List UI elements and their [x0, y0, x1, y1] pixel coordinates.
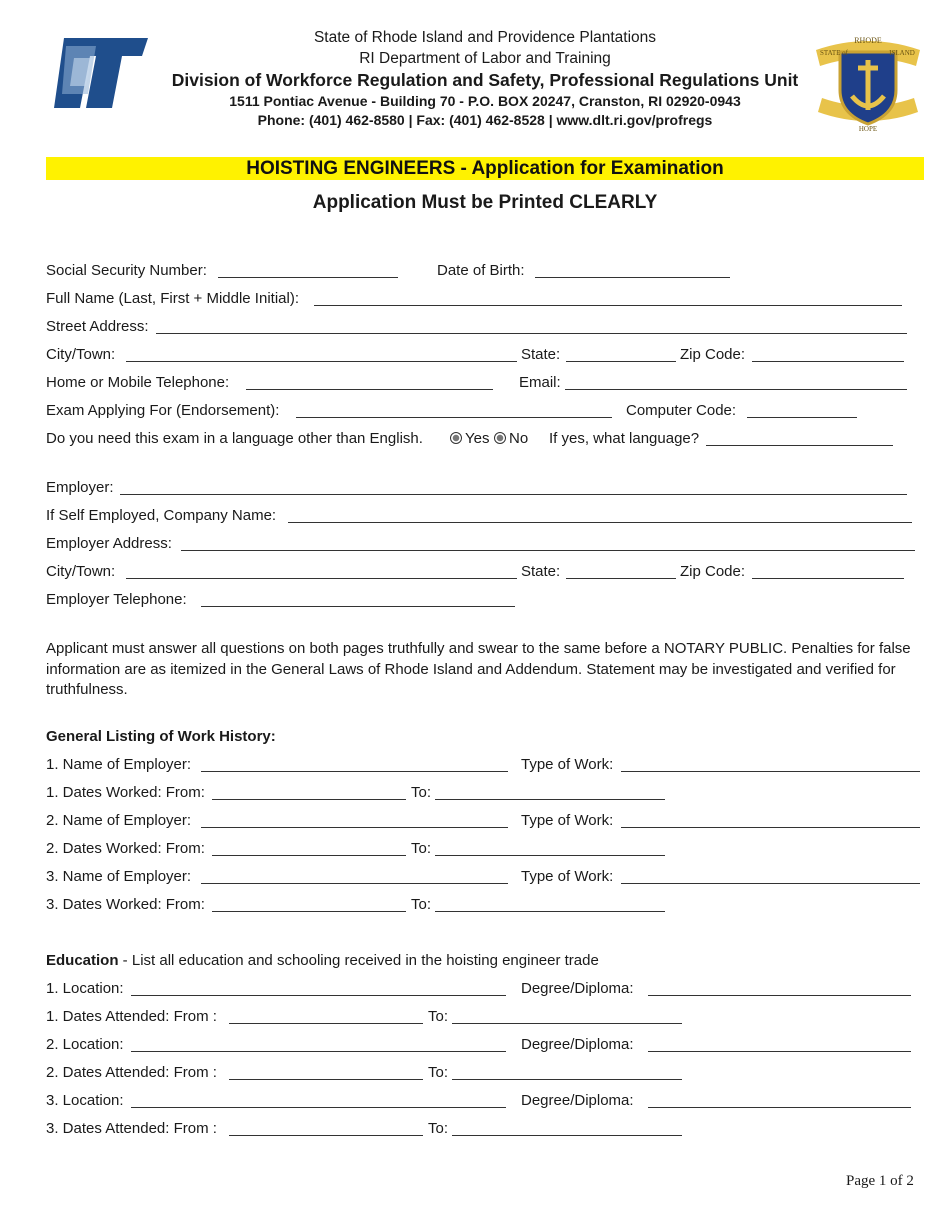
- city-label: City/Town:: [46, 346, 116, 363]
- work1-type-field[interactable]: [621, 771, 920, 772]
- work2-to-field[interactable]: [435, 855, 665, 856]
- edu3-degree-field[interactable]: [648, 1107, 911, 1108]
- phone-field[interactable]: [246, 389, 493, 390]
- edu3-dates-label: 3. Dates Attended: From :: [46, 1120, 217, 1137]
- seal-text-left: STATE of: [819, 49, 849, 57]
- email-label: Email:: [519, 374, 561, 391]
- edu3-location-label: 3. Location:: [46, 1092, 124, 1109]
- work1-employer-label: 1. Name of Employer:: [46, 756, 192, 773]
- edu3-location-field[interactable]: [131, 1107, 506, 1108]
- work3-from-field[interactable]: [212, 911, 406, 912]
- edu2-from-field[interactable]: [229, 1079, 423, 1080]
- dlt-logo: [52, 38, 148, 108]
- edu3-degree-label: Degree/Diploma:: [521, 1092, 634, 1109]
- work3-dates-label: 3. Dates Worked: From:: [46, 896, 205, 913]
- work2-dates-label: 2. Dates Worked: From:: [46, 840, 205, 857]
- phone-label: Home or Mobile Telephone:: [46, 374, 230, 391]
- edu1-to-field[interactable]: [452, 1023, 682, 1024]
- edu2-to-field[interactable]: [452, 1079, 682, 1080]
- work2-from-field[interactable]: [212, 855, 406, 856]
- yes-label: Yes: [465, 430, 490, 447]
- no-label: No: [509, 430, 529, 447]
- edu1-to-label: To:: [428, 1008, 449, 1025]
- full-name-label: Full Name (Last, First + Middle Initial):: [46, 290, 299, 307]
- work3-employer-field[interactable]: [201, 883, 508, 884]
- which-language-label: If yes, what language?: [549, 430, 700, 447]
- email-field[interactable]: [565, 389, 907, 390]
- edu2-location-field[interactable]: [131, 1051, 506, 1052]
- edu2-dates-label: 2. Dates Attended: From :: [46, 1064, 217, 1081]
- work3-to-label: To:: [411, 896, 432, 913]
- work2-to-label: To:: [411, 840, 432, 857]
- employer-label: Employer:: [46, 479, 114, 496]
- form-subtitle: Application Must be Printed CLEARLY: [312, 192, 658, 213]
- education-heading-bold: Education: [46, 952, 119, 969]
- education-heading-text: - List all education and schooling received in the hoisting engineer trade: [118, 952, 599, 969]
- header-department: RI Department of Labor and Training: [359, 50, 611, 67]
- radio-no-icon[interactable]: [494, 432, 506, 444]
- education-heading: [46, 952, 599, 970]
- work3-type-label: Type of Work:: [521, 868, 614, 885]
- state-field[interactable]: [566, 361, 676, 362]
- company-name-field[interactable]: [288, 522, 912, 523]
- work2-type-field[interactable]: [621, 827, 920, 828]
- edu1-location-field[interactable]: [131, 995, 506, 996]
- seal-text-top: RHODE: [854, 36, 882, 45]
- logo-text: LT: [112, 102, 114, 103]
- work2-employer-field[interactable]: [201, 827, 508, 828]
- edu1-degree-field[interactable]: [648, 995, 911, 996]
- city-field[interactable]: [126, 361, 517, 362]
- edu2-to-label: To:: [428, 1064, 449, 1081]
- seal-text-bottom: HOPE: [858, 125, 878, 133]
- header-contact: Phone: (401) 462-8580 | Fax: (401) 462-8528 | www.dlt.ri.gov/profregs: [257, 112, 713, 128]
- edu3-to-field[interactable]: [452, 1135, 682, 1136]
- company-name-label: If Self Employed, Company Name:: [46, 507, 277, 524]
- page-number: Page 1 of 2: [846, 1173, 914, 1189]
- work3-to-field[interactable]: [435, 911, 665, 912]
- edu2-location-label: 2. Location:: [46, 1036, 124, 1053]
- computer-code-label: Computer Code:: [626, 402, 737, 419]
- computer-code-field[interactable]: [747, 417, 857, 418]
- work2-employer-label: 2. Name of Employer:: [46, 812, 192, 829]
- employer-zip-field[interactable]: [752, 578, 904, 579]
- employer-zip-label: Zip Code:: [680, 563, 746, 580]
- full-name-field[interactable]: [314, 305, 902, 306]
- employer-address-label: Employer Address:: [46, 535, 172, 552]
- dob-field[interactable]: [535, 277, 730, 278]
- language-yes-option[interactable]: [450, 430, 489, 448]
- work-history-heading: General Listing of Work History:: [46, 728, 276, 745]
- edu3-to-label: To:: [428, 1120, 449, 1137]
- which-language-field[interactable]: [706, 445, 893, 446]
- employer-telephone-field[interactable]: [201, 606, 515, 607]
- header-address: 1511 Pontiac Avenue - Building 70 - P.O. BOX 20247, Cranston, RI 02920-0943: [229, 93, 741, 109]
- work1-to-label: To:: [411, 784, 432, 801]
- edu2-degree-field[interactable]: [648, 1051, 911, 1052]
- street-label: Street Address:: [46, 318, 149, 335]
- employer-telephone-label: Employer Telephone:: [46, 591, 187, 608]
- rhode-island-seal: [812, 30, 924, 136]
- employer-city-label: City/Town:: [46, 563, 116, 580]
- work1-to-field[interactable]: [435, 799, 665, 800]
- edu1-dates-label: 1. Dates Attended: From :: [46, 1008, 217, 1025]
- employer-field[interactable]: [120, 494, 907, 495]
- work1-employer-field[interactable]: [201, 771, 508, 772]
- language-question: Do you need this exam in a language other than English.: [46, 430, 423, 447]
- header-division: Division of Workforce Regulation and Safety, Professional Regulations Unit: [171, 70, 799, 90]
- notary-notice: Applicant must answer all questions on both pages truthfully and swear to the same before a NOTARY PUBLIC. Penalties for false information are as itemized in the General Laws of Rhode Island and Addendum. Statement may be investigated and verified for truthfulness.: [46, 640, 911, 698]
- form-title-banner: HOISTING ENGINEERS - Application for Examination: [46, 157, 924, 180]
- work3-type-field[interactable]: [621, 883, 920, 884]
- edu2-degree-label: Degree/Diploma:: [521, 1036, 634, 1053]
- employer-address-field[interactable]: [181, 550, 915, 551]
- header-state: State of Rhode Island and Providence Plantations: [313, 29, 657, 46]
- exam-label: Exam Applying For (Endorsement):: [46, 402, 280, 419]
- work2-type-label: Type of Work:: [521, 812, 614, 829]
- dob-label: Date of Birth:: [437, 262, 525, 279]
- state-label: State:: [521, 346, 561, 363]
- work3-employer-label: 3. Name of Employer:: [46, 868, 192, 885]
- edu3-from-field[interactable]: [229, 1135, 423, 1136]
- edu1-location-label: 1. Location:: [46, 980, 124, 997]
- language-no-option[interactable]: [494, 430, 528, 448]
- employer-city-field[interactable]: [126, 578, 517, 579]
- edu1-from-field[interactable]: [229, 1023, 423, 1024]
- ssn-field[interactable]: [218, 277, 398, 278]
- employer-state-field[interactable]: [566, 578, 676, 579]
- seal-text-right: ISLAND: [889, 49, 915, 57]
- work1-type-label: Type of Work:: [521, 756, 614, 773]
- zip-field[interactable]: [752, 361, 904, 362]
- street-field[interactable]: [156, 333, 907, 334]
- employer-state-label: State:: [521, 563, 561, 580]
- zip-label: Zip Code:: [680, 346, 746, 363]
- exam-field[interactable]: [296, 417, 612, 418]
- ssn-label: Social Security Number:: [46, 262, 207, 279]
- work1-dates-label: 1. Dates Worked: From:: [46, 784, 205, 801]
- work1-from-field[interactable]: [212, 799, 406, 800]
- edu1-degree-label: Degree/Diploma:: [521, 980, 634, 997]
- radio-yes-icon[interactable]: [450, 432, 462, 444]
